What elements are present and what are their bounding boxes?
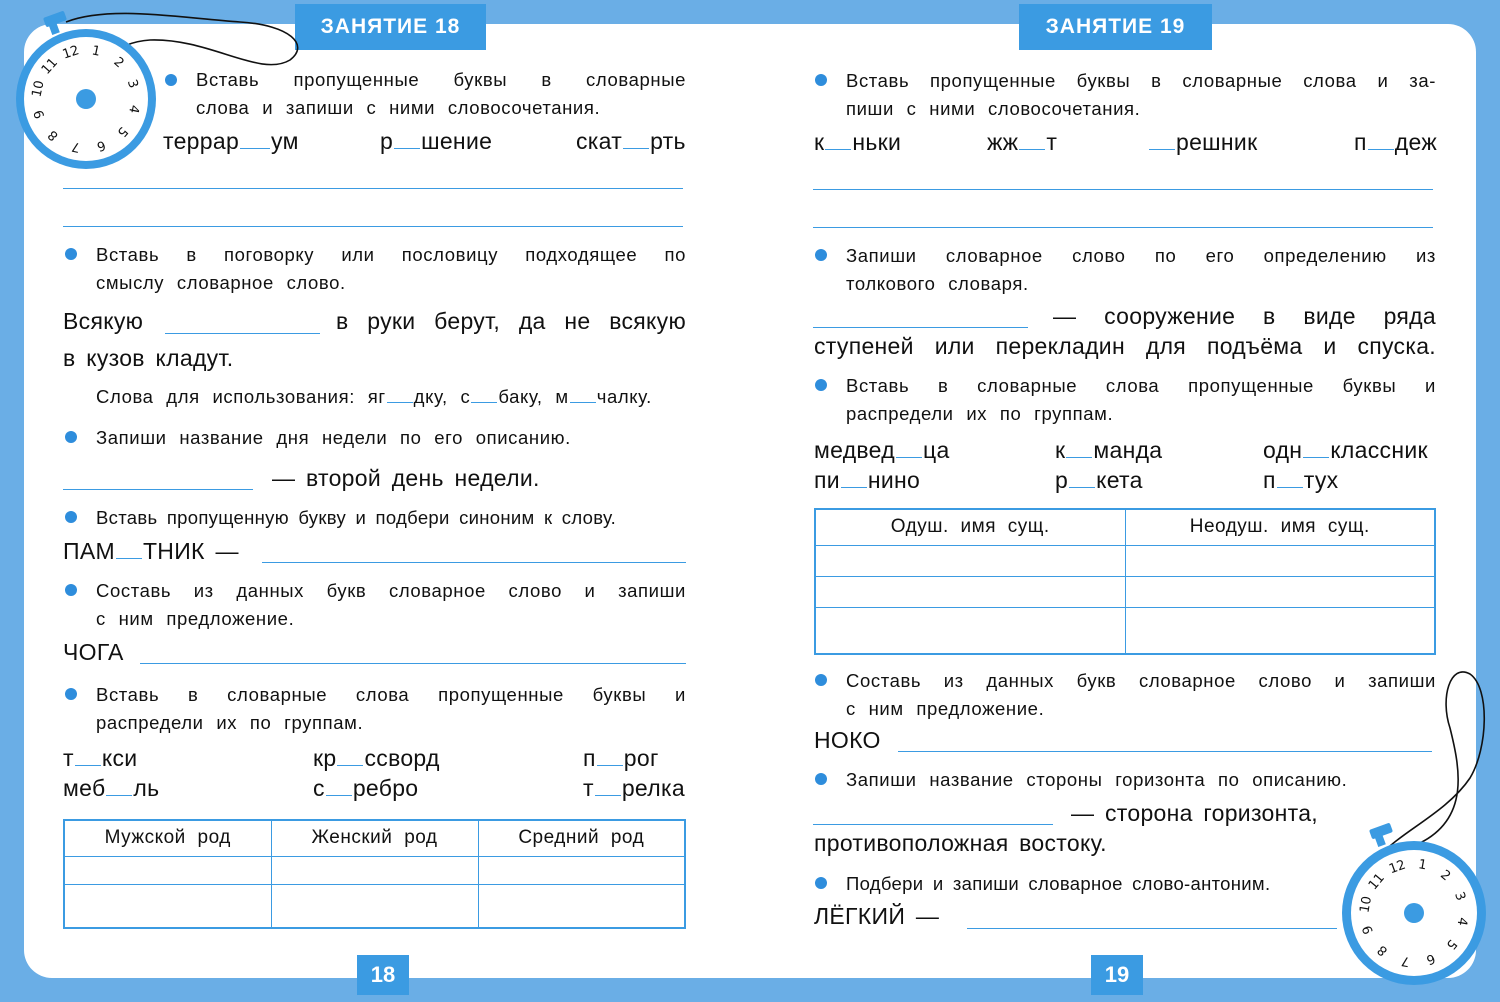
clock-number: 11 [1365, 870, 1388, 894]
bullet [815, 379, 827, 391]
hint: Слова для использования: яг дку, с баку, м чалку. [96, 386, 652, 407]
fill-word[interactable]: меб ль [63, 775, 160, 801]
clock-number: 5 [1442, 936, 1460, 953]
writing-line[interactable] [813, 227, 1433, 228]
writing-line[interactable] [63, 226, 683, 227]
answer-blank[interactable] [813, 824, 1053, 825]
clock-number: 10 [1357, 895, 1376, 915]
clock-number: 9 [31, 107, 49, 121]
instruction: Запиши словарное слово по его определению из [846, 245, 1436, 266]
writing-line[interactable] [63, 188, 683, 189]
gender-table [63, 819, 686, 929]
bullet [165, 74, 177, 86]
clock-number: 10 [29, 79, 48, 99]
bullet [65, 248, 77, 260]
fill-word[interactable]: п тух [1263, 467, 1339, 493]
fill-word[interactable]: ПАМ ТНИК — [63, 538, 239, 564]
clock-number: 1 [1417, 857, 1428, 874]
table-header: Неодуш. имя сущ. [1125, 509, 1435, 545]
answer-blank[interactable] [813, 327, 1028, 328]
instruction: Составь из данных букв словарное слово и запиши [96, 580, 686, 601]
clock-number: 12 [60, 43, 82, 63]
writing-line[interactable] [262, 562, 686, 563]
instruction: Вставь пропущенную букву и подбери синоним к слову. [96, 507, 617, 528]
instruction: Вставь в словарные слова пропущенные буквы и [846, 375, 1436, 396]
instruction: Подбери и запиши словарное слово-антоним. [846, 873, 1271, 894]
clock-number: 9 [1359, 923, 1377, 937]
answer-suffix: противоположная востоку. [814, 830, 1107, 856]
table-cell[interactable] [64, 856, 271, 885]
definition: — сооружение в виде ряда [1053, 303, 1436, 329]
fill-word[interactable]: решник [1148, 129, 1257, 156]
instruction: распредели их по группам. [96, 712, 364, 733]
instruction: распредели их по группам. [846, 403, 1114, 424]
fill-word[interactable]: кр ссворд [313, 745, 440, 771]
antonym-word: ЛЁГКИЙ — [814, 903, 940, 929]
bullet [815, 877, 827, 889]
clock-number: 6 [94, 136, 108, 154]
table-header: Одуш. имя сущ. [815, 509, 1125, 545]
table-header: Мужской род [64, 820, 271, 856]
instruction: Запиши название дня недели по его описанию. [96, 427, 571, 448]
animacy-table [814, 508, 1436, 655]
instruction: с ним предложение. [846, 698, 1045, 719]
fill-word[interactable]: одн классник [1263, 437, 1428, 463]
clock-number: 8 [45, 126, 62, 144]
clock-number: 12 [1387, 857, 1408, 878]
fill-word[interactable]: жж т [987, 129, 1058, 155]
bullet [815, 249, 827, 261]
clock-number: 4 [1453, 916, 1470, 927]
fill-word[interactable]: медвед ца [814, 437, 950, 463]
table-header: Женский род [271, 820, 478, 856]
writing-line[interactable] [813, 189, 1433, 190]
proverb-start: Всякую [63, 308, 144, 334]
table-cell[interactable] [1125, 576, 1435, 607]
writing-line[interactable] [967, 928, 1337, 929]
definition: ступеней или перекладин для подъёма и спуска. [814, 333, 1436, 359]
fill-word[interactable]: с ребро [313, 775, 419, 801]
instruction: пиши с ними словосочетания. [846, 98, 1141, 119]
clock-number: 2 [110, 54, 127, 72]
clock-number: 4 [125, 103, 142, 115]
table-header: Средний род [478, 820, 685, 856]
clock-number: 3 [1451, 889, 1469, 903]
bullet [815, 674, 827, 686]
bullet [815, 773, 827, 785]
page-number: 19 [1091, 955, 1143, 995]
bullet [65, 688, 77, 700]
fill-word[interactable]: т релка [583, 775, 685, 801]
instruction: Составь из данных букв словарное слово и запиши [846, 670, 1436, 691]
bullet [815, 74, 827, 86]
table-cell[interactable] [64, 885, 271, 928]
clock-number: 7 [1400, 952, 1411, 969]
clock-number: 8 [1374, 941, 1391, 959]
table-cell[interactable] [271, 856, 478, 885]
table-cell[interactable] [1125, 545, 1435, 576]
table-cell[interactable] [815, 576, 1125, 607]
lesson-tab-19: ЗАНЯТИЕ 19 [1019, 4, 1212, 50]
table-cell[interactable] [271, 885, 478, 928]
fill-word[interactable]: пи нино [814, 467, 921, 493]
instruction: с ним предложение. [96, 608, 295, 629]
fill-word[interactable]: т кси [63, 745, 138, 771]
fill-word[interactable]: к ньки [814, 129, 902, 155]
fill-word[interactable]: р шение [380, 128, 493, 154]
bullet [65, 584, 77, 596]
proverb-blank[interactable] [165, 333, 320, 334]
answer-suffix: — второй день недели. [272, 465, 540, 491]
instruction: Запиши название стороны горизонта по описанию. [846, 769, 1348, 790]
instruction: слова и запиши с ними словосочетания. [196, 97, 601, 118]
instruction: Вставь пропущенные буквы в словарные слова и за- [846, 70, 1436, 91]
writing-line[interactable] [140, 663, 686, 664]
table-cell[interactable] [1125, 607, 1435, 654]
answer-blank[interactable] [63, 489, 253, 490]
clock-number: 3 [123, 77, 141, 91]
instruction: Вставь в поговорку или пословицу подходящее по [96, 244, 686, 265]
fill-word[interactable]: террар ум [163, 128, 299, 154]
table-cell[interactable] [478, 885, 685, 928]
page-number: 18 [357, 955, 409, 995]
clock-number: 1 [90, 43, 102, 60]
bullet [65, 511, 77, 523]
stopwatch-icon [1330, 668, 1500, 1002]
answer-suffix: — сторона горизонта, [1071, 800, 1318, 826]
instruction: Вставь пропущенные буквы в словарные [196, 69, 686, 90]
instruction: толкового словаря. [846, 273, 1029, 294]
clock-number: 6 [1424, 950, 1438, 968]
lesson-tab-18: ЗАНЯТИЕ 18 [295, 4, 486, 50]
clock-number: 11 [38, 55, 62, 78]
instruction: Вставь в словарные слова пропущенные буквы и [96, 684, 686, 705]
table-cell[interactable] [478, 856, 685, 885]
clock-number: 2 [1437, 867, 1454, 885]
clock-number: 7 [70, 138, 82, 155]
scrambled-letters: ЧОГА [63, 639, 124, 665]
fill-word[interactable]: р кета [1055, 467, 1143, 493]
bullet [65, 431, 77, 443]
proverb-line2: в кузов кладут. [63, 345, 234, 371]
instruction: смыслу словарное слово. [96, 272, 346, 293]
fill-word[interactable]: п деж [1354, 129, 1438, 155]
table-cell[interactable] [815, 545, 1125, 576]
table-cell[interactable] [815, 607, 1125, 654]
proverb-end: в руки берут, да не всякую [336, 308, 686, 334]
fill-word[interactable]: скат рть [576, 128, 686, 154]
scrambled-letters: НОКО [814, 727, 881, 753]
fill-word[interactable]: п рог [583, 745, 659, 771]
clock-number: 5 [113, 123, 131, 140]
fill-word[interactable]: к манда [1055, 437, 1163, 463]
